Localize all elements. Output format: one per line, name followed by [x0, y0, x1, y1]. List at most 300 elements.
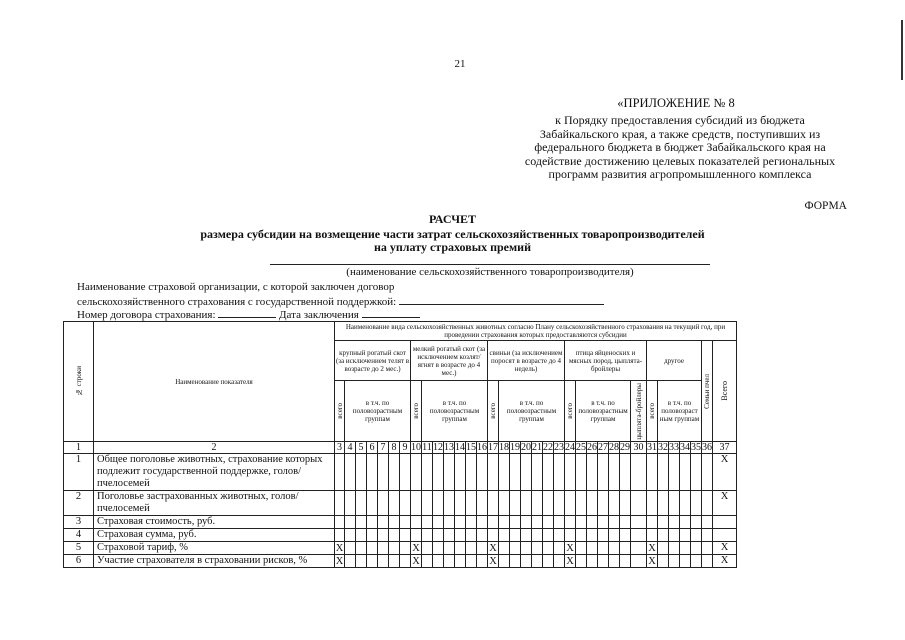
value-cell[interactable] — [680, 555, 691, 568]
value-cell[interactable] — [691, 491, 702, 516]
value-cell[interactable] — [422, 516, 433, 529]
insurer-line-1: Наименование страховой организации, с которой заключен договор — [77, 281, 395, 293]
column-number: 18 — [499, 442, 509, 453]
value-cell[interactable] — [521, 542, 532, 555]
value-cell[interactable] — [367, 542, 378, 555]
value-cell[interactable] — [680, 542, 691, 555]
column-number: 24 — [565, 442, 575, 453]
column-number: 36 — [702, 442, 712, 453]
value-cell[interactable] — [691, 542, 702, 555]
value-cell[interactable] — [554, 542, 565, 555]
table-row — [64, 542, 737, 555]
row-label: Поголовье застрахованных животных, голов/пчелосемей — [94, 491, 335, 516]
column-number: 8 — [389, 442, 400, 454]
value-cell[interactable] — [400, 555, 411, 568]
value-cell[interactable] — [658, 529, 669, 542]
value-cell[interactable] — [521, 555, 532, 568]
value-cell[interactable] — [647, 491, 658, 516]
value-cell[interactable] — [477, 542, 488, 555]
value-cell[interactable] — [444, 491, 455, 516]
value-cell[interactable] — [631, 454, 647, 491]
value-cell[interactable] — [477, 555, 488, 568]
value-cell[interactable] — [587, 529, 598, 542]
column-number: 11 — [422, 442, 432, 453]
value-cell[interactable] — [389, 542, 400, 555]
insurer-field[interactable] — [399, 294, 604, 305]
column-number: 26 — [587, 442, 597, 453]
value-cell[interactable] — [400, 491, 411, 516]
value-cell[interactable] — [691, 454, 702, 491]
column-number-row — [64, 442, 737, 454]
page-number: 21 — [454, 58, 466, 70]
value-cell[interactable] — [647, 516, 658, 529]
value-cell[interactable] — [335, 491, 345, 516]
value-cell[interactable] — [411, 529, 422, 542]
value-cell[interactable] — [702, 491, 713, 516]
value-cell[interactable] — [543, 454, 554, 491]
value-cell[interactable] — [477, 491, 488, 516]
x-mark-cell: X — [713, 555, 737, 568]
value-cell[interactable] — [510, 454, 521, 491]
value-cell[interactable] — [389, 529, 400, 542]
value-cell[interactable] — [554, 555, 565, 568]
appendix-reference — [500, 114, 860, 182]
value-cell[interactable] — [609, 542, 620, 555]
value-cell[interactable] — [620, 491, 631, 516]
value-cell[interactable] — [565, 516, 576, 529]
value-cell[interactable] — [680, 491, 691, 516]
value-cell[interactable] — [532, 454, 543, 491]
value-cell[interactable] — [598, 516, 609, 529]
value-cell[interactable] — [466, 529, 477, 542]
value-cell[interactable] — [658, 542, 669, 555]
group-other: другое — [647, 341, 702, 381]
value-cell[interactable] — [576, 529, 587, 542]
column-number: 34 — [680, 442, 690, 453]
column-number: 27 — [598, 442, 608, 453]
row-number: 4 — [64, 529, 94, 542]
value-cell[interactable] — [378, 516, 389, 529]
value-cell[interactable] — [499, 454, 510, 491]
value-cell[interactable] — [554, 516, 565, 529]
value-cell[interactable] — [433, 491, 444, 516]
value-cell[interactable] — [669, 542, 680, 555]
value-cell[interactable] — [609, 491, 620, 516]
value-cell[interactable] — [620, 516, 631, 529]
row-label: Участие страхователя в страховании рисков, % — [94, 555, 335, 568]
value-cell[interactable] — [499, 542, 510, 555]
value-cell[interactable] — [620, 529, 631, 542]
column-number: 33 — [669, 442, 679, 453]
value-cell[interactable] — [367, 516, 378, 529]
value-cell[interactable] — [609, 555, 620, 568]
x-mark-cell: X — [489, 555, 497, 567]
value-cell[interactable] — [455, 454, 466, 491]
x-mark-cell: X — [648, 542, 656, 554]
subheader-age-groups: в т.ч. по половозраст ным группам — [658, 381, 702, 442]
value-cell[interactable] — [444, 555, 455, 568]
value-cell[interactable] — [444, 454, 455, 491]
value-cell[interactable] — [532, 529, 543, 542]
value-cell[interactable] — [455, 491, 466, 516]
value-cell[interactable] — [543, 491, 554, 516]
value-cell[interactable] — [433, 529, 444, 542]
value-cell[interactable] — [499, 529, 510, 542]
value-cell[interactable] — [554, 454, 565, 491]
value-cell[interactable] — [422, 555, 433, 568]
x-mark-cell: X — [648, 555, 656, 567]
value-cell[interactable] — [554, 529, 565, 542]
value-cell[interactable] — [335, 529, 345, 542]
appendix-line: к Порядку предоставления субсидий из бюджета — [555, 113, 805, 127]
value-cell[interactable] — [389, 454, 400, 491]
value-cell[interactable] — [521, 454, 532, 491]
calculation-table — [63, 321, 737, 568]
value-cell[interactable] — [669, 516, 680, 529]
subheader-total: всего — [335, 381, 345, 442]
value-cell[interactable] — [455, 529, 466, 542]
row-number: 3 — [64, 516, 94, 529]
value-cell[interactable] — [521, 529, 532, 542]
x-mark-cell: X — [566, 555, 574, 567]
value-cell[interactable] — [620, 542, 631, 555]
value-cell[interactable] — [658, 491, 669, 516]
group-poultry: птица яйценоских и мясных пород, цыплята-бройлеры — [565, 341, 647, 381]
x-mark-cell: X — [412, 542, 420, 554]
value-cell[interactable] — [466, 516, 477, 529]
value-cell[interactable] — [631, 529, 647, 542]
value-cell[interactable] — [647, 529, 658, 542]
value-cell[interactable] — [356, 529, 367, 542]
column-number: 4 — [345, 442, 356, 454]
value-cell[interactable] — [400, 516, 411, 529]
column-number: 32 — [658, 442, 668, 453]
value-cell[interactable] — [378, 491, 389, 516]
column-number: 35 — [691, 442, 701, 453]
value-cell[interactable] — [587, 454, 598, 491]
value-cell[interactable] — [691, 516, 702, 529]
column-number: 2 — [94, 442, 335, 454]
value-cell[interactable] — [433, 516, 444, 529]
table-row — [64, 555, 737, 568]
value-cell[interactable] — [367, 454, 378, 491]
value-cell[interactable] — [433, 542, 444, 555]
row-number: 6 — [64, 555, 94, 568]
document-subtitle: размера субсидии на возмещение части затрат сельскохозяйственных товаропроизводителей — [200, 227, 705, 241]
document-title: РАСЧЕТ — [428, 212, 477, 226]
value-cell[interactable] — [444, 516, 455, 529]
form-label: ФОРМА — [804, 200, 847, 212]
value-cell[interactable] — [521, 516, 532, 529]
column-number: 12 — [433, 442, 443, 453]
column-number: 37 — [713, 442, 737, 454]
value-cell[interactable] — [631, 491, 647, 516]
value-cell[interactable] — [477, 516, 488, 529]
x-mark-cell: X — [713, 454, 737, 491]
appendix-line: Забайкальского края, а также средств, поступивших из — [539, 126, 821, 141]
value-cell[interactable] — [488, 454, 499, 491]
row-label: Общее поголовье животных, страхование которых подлежит государственной поддержке, голов/пчелосемей — [94, 454, 335, 491]
value-cell[interactable] — [680, 529, 691, 542]
column-number: 10 — [411, 442, 421, 453]
value-cell[interactable] — [356, 491, 367, 516]
value-cell[interactable] — [532, 491, 543, 516]
value-cell[interactable] — [647, 454, 658, 491]
column-number: 16 — [477, 442, 487, 453]
value-cell[interactable] — [576, 542, 587, 555]
value-cell[interactable] — [345, 516, 356, 529]
value-cell[interactable] — [378, 529, 389, 542]
appendix-title: «ПРИЛОЖЕНИЕ № 8 — [617, 96, 735, 110]
value-cell[interactable] — [335, 516, 345, 529]
value-cell[interactable] — [702, 454, 713, 491]
value-cell[interactable] — [598, 454, 609, 491]
value-cell[interactable] — [345, 454, 356, 491]
value-cell[interactable] — [488, 529, 499, 542]
value-cell[interactable] — [587, 542, 598, 555]
value-cell[interactable] — [658, 454, 669, 491]
value-cell[interactable] — [466, 491, 477, 516]
value-cell[interactable] — [510, 516, 521, 529]
x-mark-cell: X — [713, 542, 737, 555]
contract-line — [77, 307, 420, 321]
value-cell[interactable] — [702, 555, 713, 568]
column-number: 5 — [356, 442, 367, 454]
value-cell[interactable] — [576, 454, 587, 491]
value-cell[interactable] — [554, 491, 565, 516]
value-cell[interactable] — [400, 529, 411, 542]
column-number: 7 — [378, 442, 389, 454]
column-number: 31 — [647, 442, 657, 453]
value-cell[interactable] — [356, 516, 367, 529]
value-cell[interactable] — [669, 491, 680, 516]
value-cell[interactable] — [433, 454, 444, 491]
value-cell[interactable] — [510, 542, 521, 555]
contract-number-field[interactable] — [218, 307, 276, 318]
value-cell[interactable] — [411, 454, 422, 491]
column-number: 29 — [620, 442, 630, 453]
value-cell[interactable] — [565, 491, 576, 516]
x-mark-cell: X — [566, 542, 574, 554]
contract-number-label: Номер договора страхования: — [77, 309, 216, 321]
subheader-age-groups: в т.ч. по половозрастным группам — [422, 381, 488, 442]
value-cell[interactable] — [691, 529, 702, 542]
value-cell[interactable] — [587, 555, 598, 568]
value-cell[interactable] — [620, 555, 631, 568]
value-cell[interactable] — [702, 516, 713, 529]
subheader-broilers: цыплята-бройлеры — [631, 381, 647, 442]
value-cell[interactable] — [466, 542, 477, 555]
x-mark-cell: X — [713, 491, 737, 516]
appendix-line: федерального бюджета в бюджет Забайкальского края на — [534, 140, 826, 154]
value-cell[interactable] — [444, 542, 455, 555]
header-total: Всего — [713, 341, 737, 442]
value-cell[interactable] — [389, 516, 400, 529]
value-cell[interactable] — [658, 555, 669, 568]
value-cell[interactable] — [455, 516, 466, 529]
value-cell[interactable] — [543, 529, 554, 542]
column-number: 9 — [400, 442, 411, 454]
value-cell[interactable] — [389, 555, 400, 568]
column-number: 20 — [521, 442, 531, 453]
value-cell[interactable] — [587, 491, 598, 516]
value-cell[interactable] — [631, 516, 647, 529]
value-cell[interactable] — [389, 491, 400, 516]
value-cell[interactable] — [598, 529, 609, 542]
producer-name-line — [270, 264, 710, 265]
value-cell[interactable] — [532, 542, 543, 555]
value-cell[interactable] — [631, 542, 647, 555]
subheader-age-groups: в т.ч. по половозрастным группам — [345, 381, 411, 442]
value-cell[interactable] — [609, 454, 620, 491]
row-number: 1 — [64, 454, 94, 491]
value-cell[interactable] — [598, 542, 609, 555]
value-cell[interactable] — [367, 491, 378, 516]
value-cell[interactable] — [680, 516, 691, 529]
row-number: 5 — [64, 542, 94, 555]
contract-date-field[interactable] — [362, 307, 420, 318]
column-number: 25 — [576, 442, 586, 453]
value-cell[interactable] — [345, 491, 356, 516]
value-cell[interactable] — [356, 555, 367, 568]
subheader-age-groups: в т.ч. по половозрастным группам — [499, 381, 565, 442]
x-mark-cell: X — [335, 542, 344, 554]
value-cell[interactable] — [620, 454, 631, 491]
value-cell[interactable] — [543, 516, 554, 529]
value-cell[interactable] — [680, 454, 691, 491]
value-cell[interactable] — [345, 529, 356, 542]
group-pigs: свиньи (за исключением поросят в возрасте до 4 недель) — [488, 341, 565, 381]
value-cell[interactable] — [477, 529, 488, 542]
value-cell[interactable] — [702, 542, 713, 555]
appendix-line: программ развития агропромышленного комплекса — [548, 167, 812, 181]
subheader-total: всего — [647, 381, 658, 442]
value-cell[interactable] — [422, 529, 433, 542]
value-cell[interactable] — [609, 516, 620, 529]
subheader-total: всего — [411, 381, 422, 442]
table-row — [64, 454, 737, 491]
x-mark-cell: X — [335, 555, 344, 567]
column-number: 21 — [532, 442, 542, 453]
value-cell[interactable] — [691, 555, 702, 568]
value-cell[interactable] — [631, 555, 647, 568]
x-mark-cell: X — [489, 542, 497, 554]
value-cell[interactable] — [532, 555, 543, 568]
value-cell[interactable] — [422, 542, 433, 555]
value-cell[interactable] — [455, 555, 466, 568]
value-cell[interactable] — [713, 529, 737, 542]
group-small-cattle: мелкий рогатый скот (за исключением козлят/ягнят в возрасте до 4 мес.) — [411, 341, 488, 381]
value-cell[interactable] — [466, 454, 477, 491]
value-cell[interactable] — [587, 516, 598, 529]
value-cell[interactable] — [345, 555, 356, 568]
value-cell[interactable] — [488, 491, 499, 516]
value-cell[interactable] — [543, 555, 554, 568]
value-cell[interactable] — [411, 516, 422, 529]
value-cell[interactable] — [499, 491, 510, 516]
subheader-total: всего — [565, 381, 576, 442]
column-number: 30 — [631, 442, 647, 454]
value-cell[interactable] — [378, 542, 389, 555]
header-bees: Семьи пчел — [702, 341, 713, 442]
value-cell[interactable] — [477, 454, 488, 491]
column-number: 22 — [543, 442, 553, 453]
column-number: 15 — [466, 442, 476, 453]
value-cell[interactable] — [411, 491, 422, 516]
value-cell[interactable] — [543, 542, 554, 555]
document-subtitle-2: на уплату страховых премий — [373, 240, 532, 254]
value-cell[interactable] — [510, 529, 521, 542]
value-cell[interactable] — [658, 516, 669, 529]
value-cell[interactable] — [378, 555, 389, 568]
subheader-age-groups: в т.ч. по половозрастным группам — [576, 381, 631, 442]
value-cell[interactable] — [510, 555, 521, 568]
value-cell[interactable] — [702, 529, 713, 542]
insurer-line-2 — [77, 294, 604, 308]
value-cell[interactable] — [510, 491, 521, 516]
value-cell[interactable] — [565, 529, 576, 542]
value-cell[interactable] — [532, 516, 543, 529]
value-cell[interactable] — [345, 542, 356, 555]
value-cell[interactable] — [444, 529, 455, 542]
value-cell[interactable] — [598, 491, 609, 516]
value-cell[interactable] — [576, 491, 587, 516]
value-cell[interactable] — [669, 555, 680, 568]
row-number: 2 — [64, 491, 94, 516]
table-row — [64, 516, 737, 529]
value-cell[interactable] — [499, 516, 510, 529]
value-cell[interactable] — [609, 529, 620, 542]
value-cell[interactable] — [521, 491, 532, 516]
value-cell[interactable] — [356, 542, 367, 555]
appendix-line: содействие достижению целевых показателей региональных — [524, 153, 836, 168]
page-edge-mark — [901, 20, 903, 80]
value-cell[interactable] — [367, 529, 378, 542]
value-cell[interactable] — [422, 454, 433, 491]
value-cell[interactable] — [422, 491, 433, 516]
value-cell[interactable] — [488, 516, 499, 529]
value-cell[interactable] — [455, 542, 466, 555]
insurer-label: сельскохозяйственного страхования с государственной поддержкой: — [77, 296, 397, 308]
value-cell[interactable] — [400, 454, 411, 491]
table-row — [64, 529, 737, 542]
value-cell[interactable] — [466, 555, 477, 568]
value-cell[interactable] — [378, 454, 389, 491]
column-number: 6 — [367, 442, 378, 454]
value-cell[interactable] — [576, 555, 587, 568]
value-cell[interactable] — [356, 454, 367, 491]
value-cell[interactable] — [713, 516, 737, 529]
group-cattle: крупный рогатый скот (за исключением телят в возрасте до 2 мес.) — [335, 341, 411, 381]
value-cell[interactable] — [499, 555, 510, 568]
value-cell[interactable] — [669, 454, 680, 491]
value-cell[interactable] — [433, 555, 444, 568]
column-number: 28 — [609, 442, 619, 453]
subheader-total: всего — [488, 381, 499, 442]
value-cell[interactable] — [669, 529, 680, 542]
contract-date-label: Дата заключения — [279, 309, 359, 321]
column-number: 17 — [488, 442, 498, 453]
x-mark-cell: X — [412, 555, 420, 567]
value-cell[interactable] — [565, 454, 576, 491]
value-cell[interactable] — [335, 454, 345, 491]
value-cell[interactable] — [367, 555, 378, 568]
row-label: Страховая стоимость, руб. — [94, 516, 335, 529]
value-cell[interactable] — [400, 542, 411, 555]
value-cell[interactable] — [576, 516, 587, 529]
row-label: Страховой тариф, % — [94, 542, 335, 555]
value-cell[interactable] — [598, 555, 609, 568]
